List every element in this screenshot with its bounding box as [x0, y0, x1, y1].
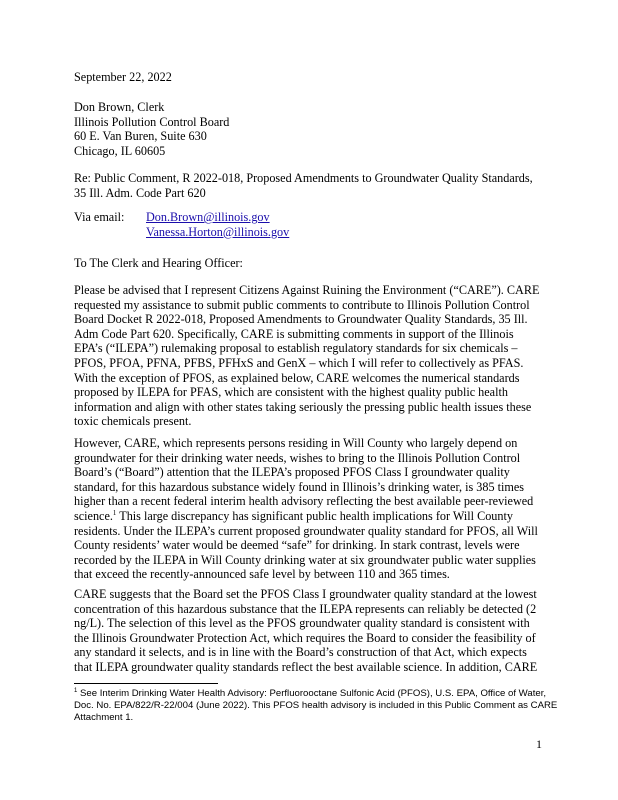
footnote-text: See Interim Drinking Water Health Advisory: Perfluorooctane Sulfonic Acid (PFOS), U.S. EPA, Office of Water, — [77, 688, 547, 699]
recipient-line: Illinois Pollution Control Board — [74, 114, 230, 129]
letter-date — [74, 70, 542, 85]
body-line: concentration of this hazardous substance that the ILEPA represents can reliably be detected (2 — [74, 601, 537, 616]
page-number: 1 — [536, 737, 542, 751]
salutation-text: To The Clerk and Hearing Officer: — [74, 256, 243, 270]
body-line-with-footnote — [74, 509, 542, 524]
footnote-mark: 1 — [74, 687, 78, 694]
paragraph-3 — [74, 587, 542, 675]
body-line: With the exception of PFOS, as explained below, CARE welcomes the numerical standards — [74, 370, 520, 385]
footnote-reference[interactable]: 1 — [112, 508, 117, 517]
body-line: any standard it selects, and is in line with the Board’s construction of that Act, which expects — [74, 645, 527, 660]
subject-text: 35 Ill. Adm. Code Part 620 — [74, 185, 206, 200]
body-line: toxic chemicals present. — [74, 414, 192, 429]
body-line: standard, for this hazardous substance widely found in Illinois’s drinking water, is 385 times — [74, 479, 525, 494]
date-text: September 22, 2022 — [74, 70, 172, 84]
subject-line — [74, 171, 542, 200]
paragraph-1 — [74, 283, 542, 429]
body-line: the Illinois Groundwater Protection Act, which requires the Board to consider the feasibility of — [74, 630, 536, 645]
via-email-label: Via email: — [74, 210, 125, 224]
footnote-divider — [74, 683, 218, 684]
body-line: County residents’ water would be deemed “safe” for drinking. In stark contrast, levels were — [74, 538, 520, 553]
body-line: requested my assistance to submit public comments to contribute to Illinois Pollution Control — [74, 297, 530, 312]
body-line: that exceed the recently-announced safe level by between 110 and 365 times. — [74, 567, 450, 582]
footnote-line: Attachment 1. — [74, 712, 134, 723]
body-text: science. — [74, 508, 113, 523]
body-line: Board’s (“Board”) attention that the ILEPA’s proposed PFOS Class I groundwater quality — [74, 465, 510, 480]
body-line: recorded by the ILEPA in Will County drinking water at six groundwater public water supplies — [74, 552, 536, 567]
salutation — [74, 256, 542, 271]
paragraph-2 — [74, 436, 542, 582]
email-link-vanessa-horton[interactable]: Vanessa.Horton@illinois.gov — [146, 224, 290, 239]
footnote-line: Doc. No. EPA/822/R-22/004 (June 2022). This PFOS health advisory is included in this Public Comment as CARE — [74, 700, 558, 711]
recipient-line: 60 E. Van Buren, Suite 630 — [74, 129, 207, 144]
body-line: groundwater for their drinking water needs, wishes to bring to the Illinois Pollution Control — [74, 450, 521, 465]
footnote-line — [74, 687, 547, 700]
body-line: PFOS, PFOA, PFNA, PFBS, PFHxS and GenX – which I will refer to collectively as PFAS. — [74, 355, 524, 370]
recipient-address — [74, 100, 542, 158]
body-line: residents. Under the ILEPA’s current proposed groundwater quality standard for PFOS, all Will — [74, 523, 538, 538]
body-line: ng/L). The selection of this level as the PFOS groundwater quality standard is consistent with — [74, 616, 530, 631]
body-line: CARE suggests that the Board set the PFOS Class I groundwater quality standard at the lowest — [74, 587, 537, 601]
footnote — [74, 687, 558, 724]
body-line: information and align with other states taking seriously the pressing public health issues these — [74, 399, 532, 414]
body-line: However, CARE, which represents persons residing in Will County who largely depend on — [74, 436, 518, 450]
recipient-line: Don Brown, Clerk — [74, 100, 165, 114]
body-line: Please be advised that I represent Citizens Against Ruining the Environment (“CARE”). CARE — [74, 283, 540, 297]
recipient-line: Chicago, IL 60605 — [74, 143, 166, 158]
body-line: Board Docket R 2022-018, Proposed Amendments to Groundwater Quality Standards, 35 Ill. — [74, 312, 528, 327]
body-line: that ILEPA groundwater quality standards reflect the best available science. In addition, CARE — [74, 659, 538, 674]
body-line: Adm Code Part 620. Specifically, CARE is submitting comments in support of the Illinois — [74, 326, 514, 341]
body-line: higher than a recent federal interim health advisory reflecting the best available peer-reviewed — [74, 494, 534, 509]
subject-text: Re: Public Comment, R 2022-018, Proposed Amendments to Groundwater Quality Standards, — [74, 171, 533, 185]
body-line: EPA’s (“ILEPA”) rulemaking proposal to establish regulatory standards for six chemicals – — [74, 341, 518, 356]
email-link-don-brown[interactable]: Don.Brown@illinois.gov — [146, 210, 270, 224]
body-text: This large discrepancy has significant public health implications for Will County — [116, 508, 513, 523]
body-line: proposed by ILEPA for PFAS, which are consistent with the highest quality public health — [74, 385, 508, 400]
